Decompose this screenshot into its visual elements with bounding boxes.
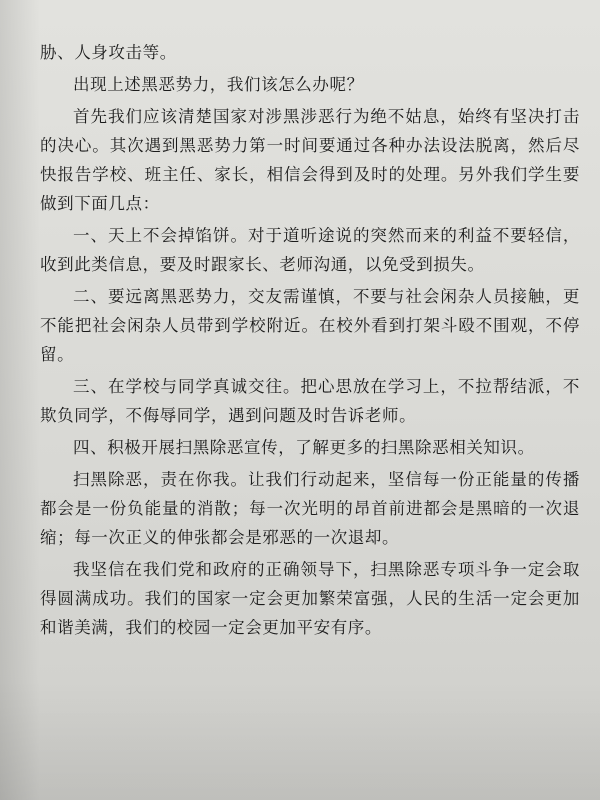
paragraph-1: 胁、人身攻击等。	[40, 43, 177, 62]
paragraph-4: 一、天上不会掉馅饼。对于道听途说的突然而来的利益不要轻信，收到此类信息，要及时跟家长、老师沟通，以免受到损失。	[40, 226, 580, 274]
page-shadow-left	[0, 0, 40, 800]
paragraph-2: 出现上述黑恶势力，我们该怎么办呢？	[73, 75, 364, 94]
paragraph-6: 三、在学校与同学真诚交往。把心思放在学习上，不拉帮结派，不欺负同学，不侮辱同学，遇到问题及时告诉老师。	[40, 377, 580, 425]
paragraph-7: 四、积极开展扫黑除恶宣传，了解更多的扫黑除恶相关知识。	[73, 438, 535, 457]
paragraph-3: 首先我们应该清楚国家对涉黑涉恶行为绝不姑息，始终有坚决打击的决心。其次遇到黑恶势力第一时间要通过各种办法设法脱离，然后尽快报告学校、班主任、家长，相信会得到及时的处理。另外我们学生要做到下面几点：	[40, 107, 580, 213]
page-shadow-bottom	[0, 680, 600, 800]
paragraph-9: 我坚信在我们党和政府的正确领导下，扫黑除恶专项斗争一定会取得圆满成功。我们的国家一定会更加繁荣富强，人民的生活一定会更加和谐美满，我们的校园一定会更加平安有序。	[40, 560, 580, 637]
document-body	[40, 38, 580, 642]
paragraph-5: 二、要远离黑恶势力，交友需谨慎，不要与社会闲杂人员接触，更不能把社会闲杂人员带到学校附近。在校外看到打架斗殴不围观，不停留。	[40, 287, 580, 364]
paragraph-8: 扫黑除恶，责在你我。让我们行动起来，坚信每一份正能量的传播都会是一份负能量的消散；每一次光明的昂首前进都会是黑暗的一次退缩；每一次正义的伸张都会是邪恶的一次退却。	[40, 470, 580, 547]
